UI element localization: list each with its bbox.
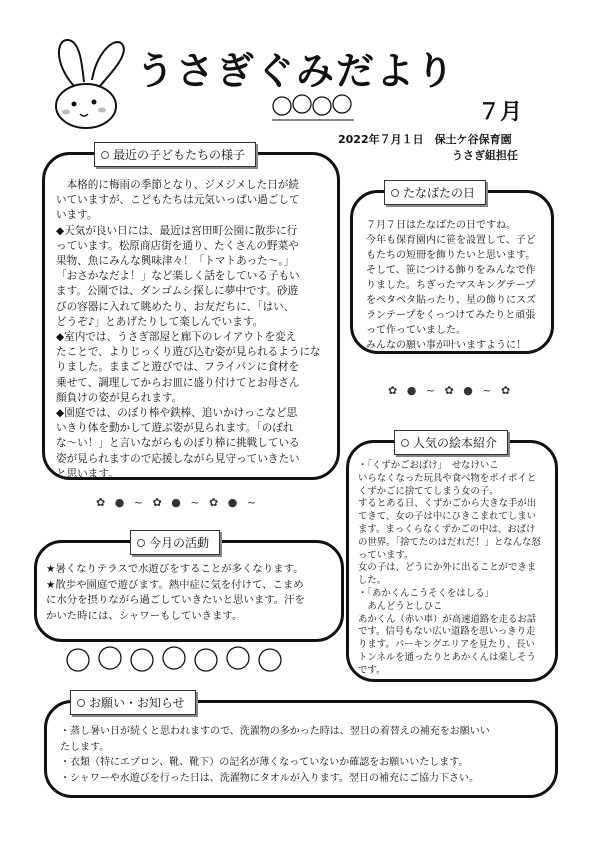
rabbit-mascot-icon bbox=[44, 34, 134, 134]
children-illustration-icon bbox=[268, 90, 358, 126]
notices-heading: お願い・お知らせ bbox=[70, 690, 196, 715]
rabbit-border-decoration: ✿ ● ~ ✿ ● ~ ✿ bbox=[388, 384, 514, 397]
activities-body: ★暑くなりテラスで水遊びをすることが多くなります。 ★散歩や園庭で遊びます。熱中症に気を付けて、こまめ に水分を摂りながら過ごしていきたいと思います。汗を かいた時には、シャワーもしていきます。 bbox=[46, 563, 305, 622]
children-group-illustration-icon bbox=[60, 642, 300, 682]
newsletter-title: うさぎぐみだより bbox=[136, 49, 457, 93]
notices-body: ・蒸し暑い日が続くと思われますので、洗濯物の多かった時は、翌日の着替えの補充をお願いい たします。 ・衣類（特にエプロン、靴、靴下）の記名が薄くなっていないか確認をお願いいたします。 ・シャワーや水遊びを行った日は、洗濯物にタオルが入ります。翌日の補充にご協力下さい。 bbox=[60, 726, 490, 784]
month-label: ７月 bbox=[478, 100, 523, 125]
recent-body: 本格的に梅雨の季節となり、ジメジメした日が続 いていますが、こどもたちは元気いっぱい過ごして います。 ◆天気が良い日には、最近は宮田町公園に散歩に行 っています。松原商店街を通り、たくさんの野菜や 果物、魚にみんな興味津々！「トマトあった～。」 「おさかなだよ！」など楽しく話をしている子もい ます。公園では、ダンゴムシ探しに夢中です。砂遊 びの容器に入れて眺めたり、お友だちに、「はい、 どうぞ♪」とあげたりして楽しんでいます。 ◆室内では、うさぎ部屋と廊下のレイアウトを変え たことで、よりじっくり遊び込む姿が見られるようにな りました。ままごと遊びでは、フライパンに食材を 乗せて、調理してからお皿に盛り付けてとお母さん 顔負けの姿が見られます。 ◆園庭では、のぼり棒や鉄棒、追いかけっこなど思 いきり体を動かして遊ぶ姿が見られます。「のぼれ な～い！」と言いながらものぼり棒に挑戦している 姿が見られますので応援しながら見守っていきたい と思います。 bbox=[56, 179, 321, 480]
date-and-nursery: 2022年７月１日 保土ケ谷保育園 bbox=[338, 133, 512, 146]
recent-heading: 最近の子どもたちの様子 bbox=[94, 142, 256, 167]
rabbit-border-decoration-left: ✿ ● ~ ✿ ● ~ ✿ ● ~ bbox=[96, 496, 260, 509]
class-teacher: うさぎ組担任 bbox=[452, 149, 518, 162]
tanabata-heading: たなばたの日 bbox=[384, 180, 486, 205]
books-body: ・「くずかごおばけ」 せなけいこ いらなくなった玩具や食べ物をポイポイと くずかごに捨ててしまう女の子。 するとある日、くずかごから大きな手が出 てきて、女の子は中にひきこまれてしまい ます。まっくらなくずかごの中は、おばけ の世界。「捨てたのはだれだ！」となんな怒 っています。 女の子は、どうにか外に出ることができま した。 ・「あかくんこうそくをはしる」 あんどうとしひこ あかくん（赤い車）が高速道路を走るお話 です。信号もない広い道路を思いっきり走 ります。パーキングエリアを見たり、長い トンネルを通ったりとあかくんは楽しそう です。 bbox=[358, 460, 541, 676]
books-heading: 人気の絵本紹介 bbox=[394, 430, 508, 455]
activities-heading: 今月の活動 bbox=[130, 530, 220, 555]
tanabata-body: ７月７日はたなばたの日ですね。 今年も保育園内に笹を設置して、子ど もたちの短冊を飾りたいと思います。 そして、笹につける飾りをみんなで作 りました。ちぎったマスキングテープ をペタペタ貼ったり、星の飾りにスズ ランテープをくっつけてみたりと頑張 って作っていました。 みんなの願い事が叶いますように！ bbox=[366, 220, 536, 351]
